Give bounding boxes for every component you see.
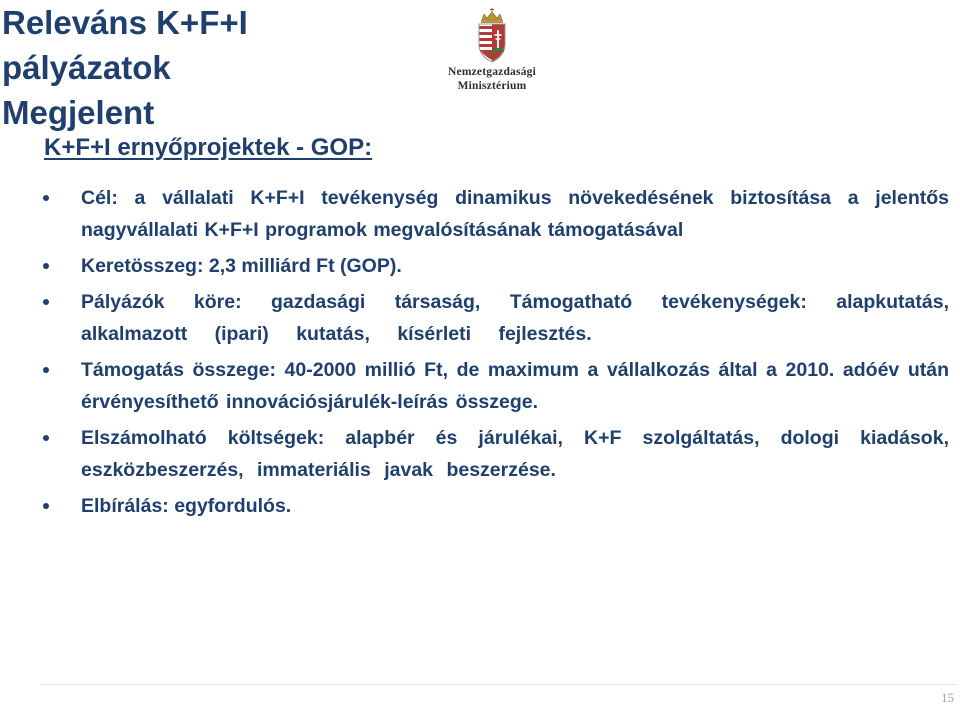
bullet-list	[81, 182, 949, 526]
list-item	[81, 422, 949, 486]
list-item-text: Elbírálás: egyfordulós.	[81, 495, 292, 517]
bullet-icon	[43, 367, 49, 373]
list-item	[81, 182, 949, 246]
list-item-text: Cél: a vállalati K+F+I tevékenység dinamikus növekedésének biztosítása a jelentős nagyvállalati K+F+I programok megvalósításának támogatásával	[81, 187, 949, 241]
bullet-icon	[43, 263, 49, 269]
section-heading: K+F+I ernyőprojektek - GOP:	[44, 134, 373, 161]
bullet-icon	[43, 435, 49, 441]
list-item	[81, 286, 949, 350]
list-item	[81, 354, 949, 418]
logo-text-line-1: Nemzetgazdasági	[448, 66, 536, 78]
bullet-icon	[43, 299, 49, 305]
list-item-text: Keretösszeg: 2,3 milliárd Ft (GOP).	[81, 255, 402, 277]
list-item	[81, 250, 949, 282]
slide-title-line-1: Releváns K+F+I pályázatok	[2, 4, 248, 86]
ministry-logo	[432, 6, 552, 98]
bullet-icon	[43, 195, 49, 201]
slide-title-line-2: Megjelent	[2, 94, 155, 131]
slide-title	[2, 0, 422, 135]
coat-of-arms-icon	[432, 6, 552, 66]
footer-divider	[40, 684, 956, 685]
list-item-text: Támogatás összege: 40-2000 millió Ft, de maximum a vállalkozás által a 2010. adóév után érvényesíthető innovációsjárulék-leírás összege.	[81, 359, 949, 413]
page-number: 15	[941, 690, 954, 705]
bullet-icon	[43, 503, 49, 509]
logo-text-line-2: Minisztérium	[457, 80, 527, 92]
list-item	[81, 490, 949, 522]
list-item-text: Elszámolható költségek: alapbér és járulékai, K+F szolgáltatás, dologi kiadások, eszközbeszerzés, immateriális javak beszerzése.	[81, 427, 949, 481]
list-item-text: Pályázók köre: gazdasági társaság, Támogatható tevékenységek: alapkutatás, alkalmazott (ipari) kutatás, kísérleti fejlesztés.	[81, 291, 949, 345]
